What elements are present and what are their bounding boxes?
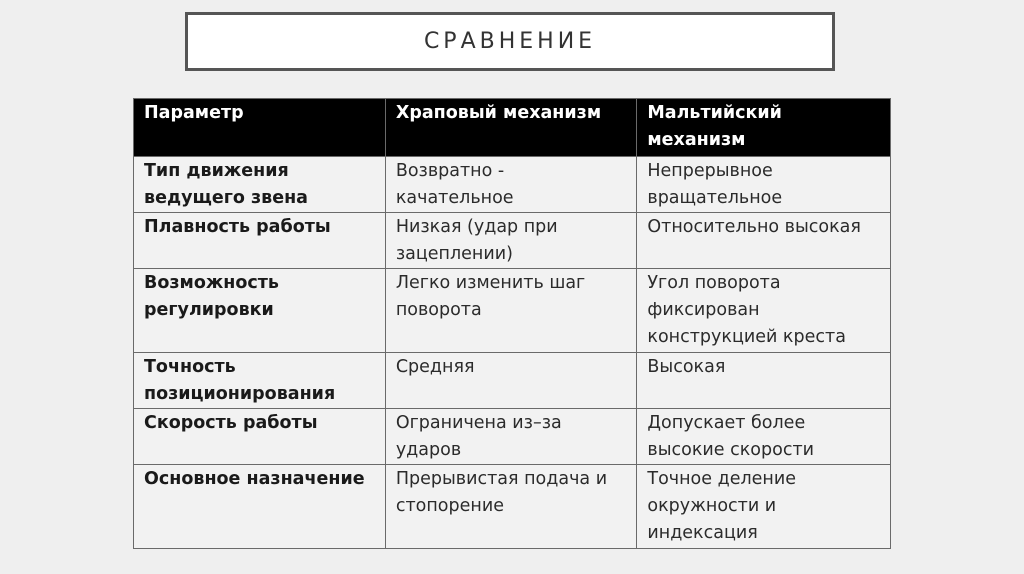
maltese-cell: Непрерывное вращательное <box>637 157 891 213</box>
ratchet-cell: Прерывистая подача и стопорение <box>385 465 637 549</box>
param-cell: Скорость работы <box>134 409 386 465</box>
column-header-maltese: Мальтийский механизм <box>637 99 891 157</box>
ratchet-cell: Легко изменить шаг поворота <box>385 269 637 353</box>
maltese-cell: Высокая <box>637 353 891 409</box>
param-cell: Точность позиционирования <box>134 353 386 409</box>
maltese-cell: Допускает более высокие скорости <box>637 409 891 465</box>
maltese-cell: Точное деление окружности и индексация <box>637 465 891 549</box>
ratchet-cell: Ограничена из–за ударов <box>385 409 637 465</box>
table-row <box>134 465 891 549</box>
table-row <box>134 213 891 269</box>
table-row <box>134 409 891 465</box>
comparison-table <box>133 98 891 549</box>
ratchet-cell: Низкая (удар при зацеплении) <box>385 213 637 269</box>
maltese-cell: Относительно высокая <box>637 213 891 269</box>
column-header-parameter: Параметр <box>134 99 386 157</box>
param-cell: Плавность работы <box>134 213 386 269</box>
ratchet-cell: Средняя <box>385 353 637 409</box>
maltese-cell: Угол поворота фиксирован конструкцией креста <box>637 269 891 353</box>
table-row <box>134 157 891 213</box>
param-cell: Основное назначение <box>134 465 386 549</box>
ratchet-cell: Возвратно - качательное <box>385 157 637 213</box>
table-row <box>134 353 891 409</box>
param-cell: Возможность регулировки <box>134 269 386 353</box>
table-header-row <box>134 99 891 157</box>
column-header-ratchet: Храповый механизм <box>385 99 637 157</box>
param-cell: Тип движения ведущего звена <box>134 157 386 213</box>
slide-title-box <box>185 12 835 71</box>
table-row <box>134 269 891 353</box>
slide-title: СРАВНЕНИЕ <box>423 29 597 54</box>
